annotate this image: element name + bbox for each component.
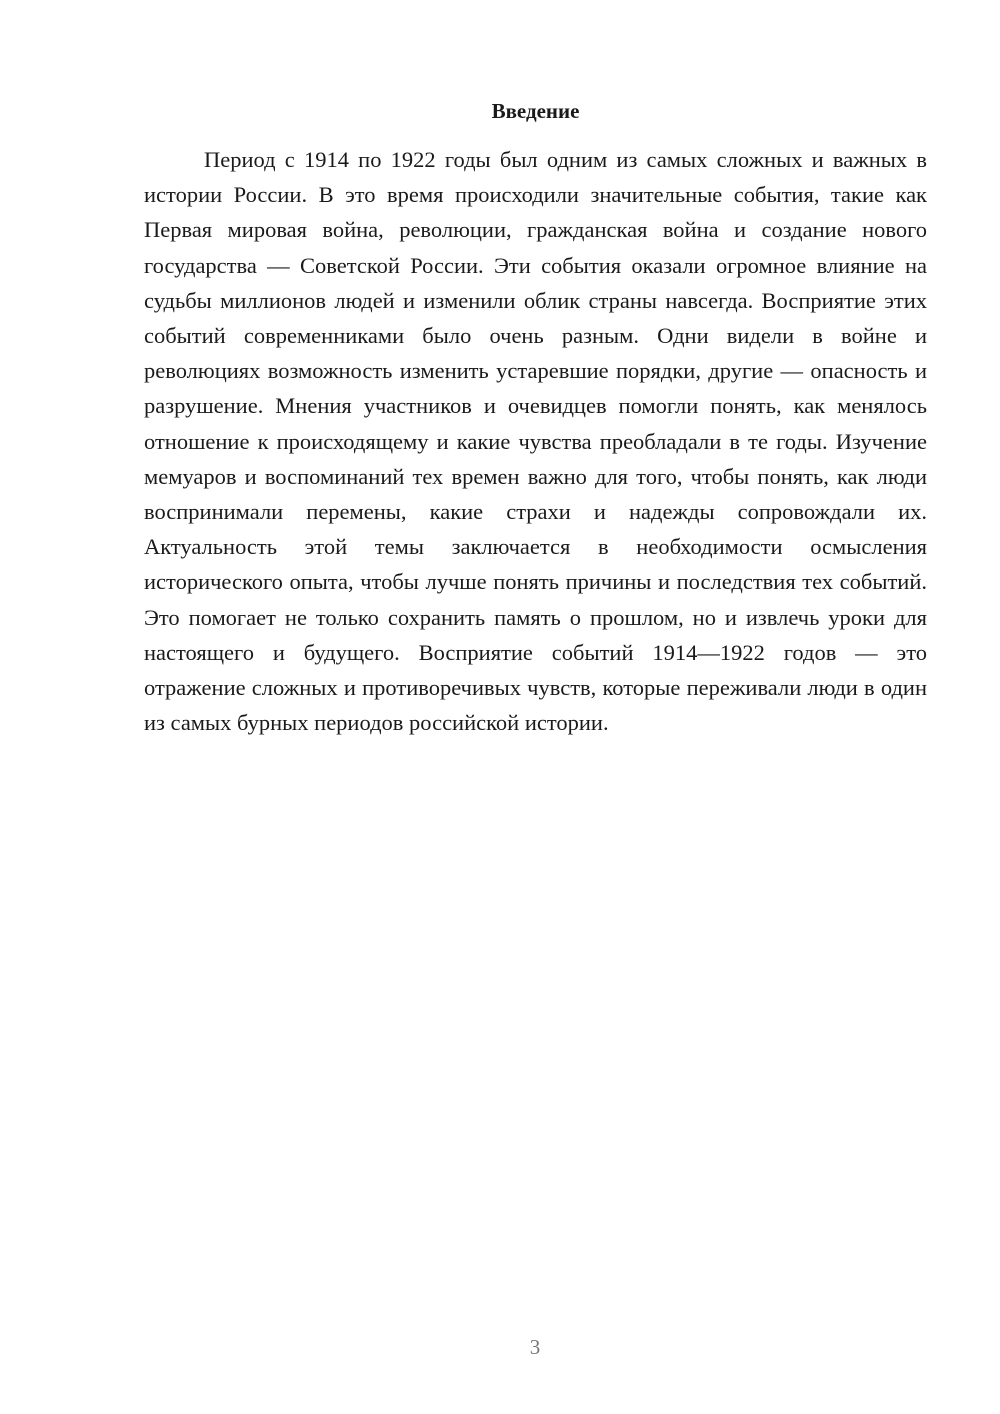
page-number: 3 <box>529 1335 541 1359</box>
body-paragraph: Период с 1914 по 1922 годы был одним из самых сложных и важных в истории России. В это время происходили значительные события, такие как Первая мировая война, революции, гражданская война и создание нового государства — Советской России. Эти события оказали огромное влияние на судьбы миллионов людей и изменили облик страны навсегда. Восприятие этих событий современниками было очень разным. Одни видели в войне и революциях возможность изменить устаревшие порядки, другие — опасность и разрушение. Мнения участников и очевидцев помогли понять, как менялось отношение к происходящему и какие чувства преобладали в те годы. Изучение мемуаров и воспоминаний тех времен важно для того, чтобы понять, как люди воспринимали перемены, какие страхи и надежды сопровождали их. Актуальность этой темы заключается в необходимости осмысления исторического опыта, чтобы лучше понять причины и последствия тех событий. Это помогает не только сохранить память о прошлом, но и извлечь уроки для настоящего и будущего. Восприятие событий 1914—1922 годов — это отражение сложных и противоречивых чувств, которые переживали люди в один из самых бурных периодов российской истории. <box>144 147 927 736</box>
section-heading: Введение <box>491 99 580 123</box>
